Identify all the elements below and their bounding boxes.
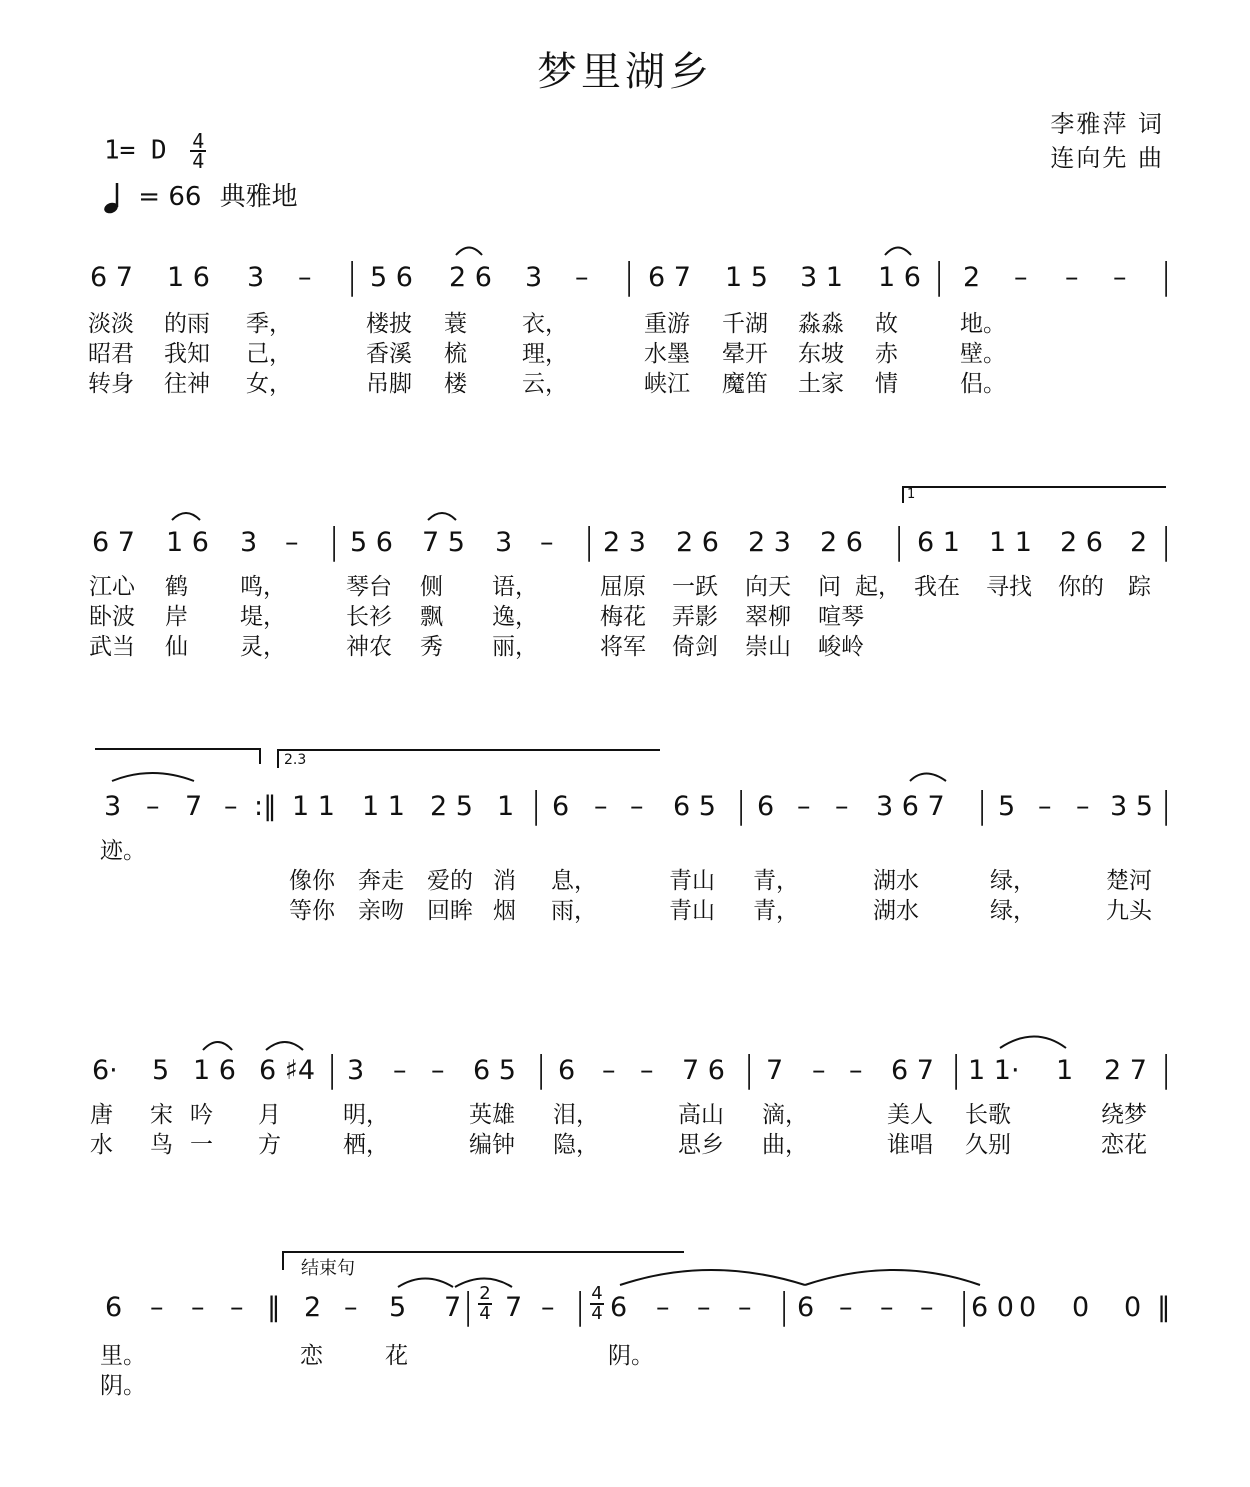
note-group: – xyxy=(656,1292,670,1323)
note-group: 3 1 xyxy=(800,262,843,293)
note-group: 6 7 xyxy=(90,262,133,293)
lyric-syllable: 像你 xyxy=(289,868,335,894)
note-group: – xyxy=(697,1292,711,1323)
slur xyxy=(112,773,194,781)
note-group: 7 6 xyxy=(682,1055,725,1086)
lyric-syllable: 峻岭 xyxy=(818,634,864,660)
note-group: 6 0 xyxy=(971,1292,1014,1323)
barline: | xyxy=(1160,256,1173,297)
lyric-syllable: 湖水 xyxy=(873,868,919,894)
lyric-syllable: 弄影 xyxy=(672,604,718,630)
lyric-syllable: 魔笛 xyxy=(722,371,768,397)
time-sig-bottom: 4 xyxy=(192,149,205,173)
lyric-syllable: 亲吻 xyxy=(358,898,404,924)
lyric-syllable: 故 xyxy=(875,311,898,337)
barline: | xyxy=(346,256,359,297)
note-group: – xyxy=(797,791,811,822)
lyric-syllable: 崇山 xyxy=(745,634,791,660)
lyric-syllable: 宋 xyxy=(150,1102,173,1128)
note-group: 2 6 xyxy=(820,527,863,558)
slur xyxy=(620,1270,805,1285)
lyric-syllable: 楚河 xyxy=(1106,868,1152,894)
note-group: 7 xyxy=(444,1292,462,1323)
barline: :‖ xyxy=(254,791,277,822)
barline: | xyxy=(326,1049,339,1090)
lyric-syllable: 英雄 xyxy=(469,1102,515,1128)
lyric-syllable: 仙 xyxy=(165,634,188,660)
note-group: 2 xyxy=(304,1292,322,1323)
lyric-syllable: 淼淼 xyxy=(798,311,844,337)
lyric-syllable: 月 xyxy=(258,1102,281,1128)
tempo-value: = 66 xyxy=(138,182,202,212)
note-group: 3 xyxy=(347,1055,365,1086)
lyric-syllable: 我知 xyxy=(164,341,210,367)
barline: | xyxy=(535,1049,548,1090)
slur xyxy=(203,1042,232,1050)
lyric-syllable: 飘 xyxy=(420,604,443,630)
note-group: 1 6 xyxy=(193,1055,236,1086)
note-group: – xyxy=(1014,262,1028,293)
lyric-syllable: 壁。 xyxy=(960,341,1006,367)
lyric-syllable: 绿， xyxy=(990,868,1036,894)
lyric-syllable: 楼 xyxy=(444,371,467,397)
note-group: 2 3 xyxy=(603,527,646,558)
lyric-syllable: 向天 xyxy=(745,574,791,600)
lyric-syllable: 烟 xyxy=(493,898,516,924)
lyric-syllable: 编钟 xyxy=(469,1132,515,1158)
lyric-syllable: 奔走 xyxy=(358,868,404,894)
lyric-syllable: 阴。 xyxy=(608,1343,654,1369)
lyric-syllable: 屈原 xyxy=(600,574,646,600)
lyric-syllable: 问 xyxy=(818,574,841,600)
note-group: – xyxy=(1038,791,1052,822)
lyric-syllable: 等你 xyxy=(289,898,335,924)
lyric-syllable: 吊脚 xyxy=(366,371,412,397)
lyric-syllable: 季， xyxy=(246,311,292,337)
lyric-syllable: 江心 xyxy=(89,574,135,600)
lyric-syllable: 阴。 xyxy=(100,1373,146,1399)
volta-1-label: 1 xyxy=(907,487,916,502)
lyric-syllable: 泪， xyxy=(553,1102,599,1128)
barline: | xyxy=(462,1286,475,1327)
volta-1-bracket xyxy=(903,487,1166,503)
note-group: 0 xyxy=(1019,1292,1037,1323)
lyric-syllable: 岸 xyxy=(165,604,188,630)
lyric-syllable: 水墨 xyxy=(644,341,690,367)
lyric-syllable: 水 xyxy=(90,1132,113,1158)
note-group: – xyxy=(541,1292,555,1323)
note-group: – xyxy=(630,791,644,822)
lyric-syllable: 侧 xyxy=(420,574,443,600)
note-group: 5 xyxy=(998,791,1016,822)
note-group: 6 1 xyxy=(917,527,960,558)
lyric-syllable: 栖， xyxy=(343,1132,389,1158)
note-group: – xyxy=(431,1055,445,1086)
lyric-syllable: 情 xyxy=(875,371,898,397)
lyric-syllable: 迹。 xyxy=(100,838,146,864)
note-group: – xyxy=(575,262,589,293)
note-group: 3 xyxy=(525,262,543,293)
slur xyxy=(456,248,482,256)
note-group: 5 xyxy=(152,1055,170,1086)
lyric-syllable: 隐， xyxy=(553,1132,599,1158)
note-group: 1 xyxy=(1056,1055,1074,1086)
note-group: – xyxy=(1065,262,1079,293)
barline: | xyxy=(1160,1049,1173,1090)
note-group: 3 xyxy=(495,527,513,558)
lyric-syllable: 语， xyxy=(492,574,538,600)
lyric-syllable: 息， xyxy=(551,868,597,894)
slur xyxy=(1000,1037,1066,1049)
note-group: – xyxy=(1076,791,1090,822)
lyric-syllable: 消 xyxy=(493,868,516,894)
lyric-syllable: 云， xyxy=(522,371,568,397)
note-group: 2 6 xyxy=(449,262,492,293)
barline: | xyxy=(623,256,636,297)
lyric-syllable: 蓑 xyxy=(444,311,467,337)
lyric-syllable: 美人 xyxy=(887,1102,933,1128)
lyric-syllable: 青山 xyxy=(669,868,715,894)
lyric-syllable: 女， xyxy=(246,371,292,397)
barline: | xyxy=(735,785,748,826)
lyric-syllable: 回眸 xyxy=(427,898,473,924)
note-group: 3 xyxy=(247,262,265,293)
note-group: – xyxy=(812,1055,826,1086)
ts44-bottom: 4 xyxy=(591,1303,603,1324)
lyric-syllable: 起， xyxy=(855,574,901,600)
lyric-syllable: 方 xyxy=(258,1132,281,1158)
key-label: 1= D xyxy=(104,135,167,166)
note-group: – xyxy=(920,1292,934,1323)
slur xyxy=(398,1279,453,1288)
slur xyxy=(172,513,200,520)
lyric-syllable: 土家 xyxy=(798,371,844,397)
lyric-syllable: 明， xyxy=(343,1102,389,1128)
note-group: 1 xyxy=(497,791,515,822)
lyric-syllable: 侣。 xyxy=(960,371,1006,397)
lyric-syllable: 晕开 xyxy=(722,341,768,367)
note-group: – xyxy=(285,527,299,558)
lyricist-credit: 李雅萍 词 xyxy=(1050,110,1164,138)
ts24-bottom: 4 xyxy=(479,1303,491,1324)
lyric-syllable: 鸣， xyxy=(240,574,286,600)
lyric-syllable: 卧波 xyxy=(89,604,135,630)
note-group: 2 3 xyxy=(748,527,791,558)
composer-credit: 连向先 曲 xyxy=(1050,144,1164,172)
note-group: 5 6 xyxy=(350,527,393,558)
lyric-syllable: 赤 xyxy=(875,341,898,367)
note-group: 1 6 xyxy=(166,527,209,558)
barline: | xyxy=(958,1286,971,1327)
note-group: 2 5 xyxy=(430,791,473,822)
lyric-syllable: 雨， xyxy=(551,898,597,924)
barline: | xyxy=(583,521,596,562)
note-group: 3 6 7 xyxy=(876,791,945,822)
lyric-syllable: 青， xyxy=(753,898,799,924)
note-group: – xyxy=(146,791,160,822)
lyric-syllable: 鹤 xyxy=(165,574,188,600)
slur xyxy=(885,248,911,256)
note-group: 5 6 xyxy=(370,262,413,293)
note-group: 3 xyxy=(104,791,122,822)
note-group: – xyxy=(839,1292,853,1323)
note-group: – xyxy=(594,791,608,822)
lyric-syllable: 昭君 xyxy=(88,341,134,367)
barline: | xyxy=(933,256,946,297)
lyric-syllable: 思乡 xyxy=(678,1132,724,1158)
note-group: 3 5 xyxy=(1110,791,1153,822)
time-sig-top: 4 xyxy=(192,129,205,153)
note-group: – xyxy=(640,1055,654,1086)
lyric-syllable: 己， xyxy=(246,341,292,367)
lyric-syllable: 东坡 xyxy=(798,341,844,367)
note-group: 6 xyxy=(552,791,570,822)
ending-label: 结束句 xyxy=(301,1258,355,1279)
note-group: 3 xyxy=(240,527,258,558)
note-group: – xyxy=(150,1292,164,1323)
note-group: 0 xyxy=(1124,1292,1142,1323)
note-group: 1 1 xyxy=(362,791,405,822)
lyric-syllable: 里。 xyxy=(100,1343,146,1369)
lyric-syllable: 理， xyxy=(522,341,568,367)
note-group: 7 5 xyxy=(422,527,465,558)
lyric-syllable: 恋花 xyxy=(1101,1132,1147,1158)
note-group: 7 xyxy=(505,1292,523,1323)
note-group: – xyxy=(224,791,238,822)
lyric-syllable: 吟 xyxy=(190,1102,213,1128)
lyric-syllable: 神农 xyxy=(346,634,392,660)
note-group: 6 5 xyxy=(473,1055,516,1086)
lyric-syllable: 长衫 xyxy=(346,604,392,630)
lyric-syllable: 往神 xyxy=(164,371,210,397)
slur xyxy=(428,513,456,520)
lyric-syllable: 青， xyxy=(753,868,799,894)
note-group: 2 6 xyxy=(676,527,719,558)
slur xyxy=(455,1279,512,1288)
barline: | xyxy=(328,521,341,562)
note-group: – xyxy=(1113,262,1127,293)
lyric-syllable: 长歌 xyxy=(965,1102,1011,1128)
lyric-syllable: 梳 xyxy=(444,341,467,367)
note-group: 6 xyxy=(610,1292,628,1323)
note-group: 2 6 xyxy=(1060,527,1103,558)
note-group: – xyxy=(230,1292,244,1323)
barline: | xyxy=(976,785,989,826)
lyric-syllable: 梅花 xyxy=(600,604,646,630)
lyric-syllable: 翠柳 xyxy=(745,604,791,630)
volta-2-3-label: 2.3 xyxy=(284,752,307,768)
lyric-syllable: 你的 xyxy=(1058,574,1104,600)
lyric-syllable: 香溪 xyxy=(366,341,412,367)
lyric-syllable: 倚剑 xyxy=(672,634,718,660)
lyric-syllable: 的雨 xyxy=(164,311,210,337)
slur xyxy=(910,774,946,782)
note-group: 2 7 xyxy=(1104,1055,1147,1086)
barline: | xyxy=(950,1049,963,1090)
lyric-syllable: 一 xyxy=(190,1132,213,1158)
lyric-syllable: 曲， xyxy=(762,1132,808,1158)
slur xyxy=(805,1270,980,1285)
note-group: – xyxy=(540,527,554,558)
lyric-syllable: 丽， xyxy=(492,634,538,660)
tempo-expression: 典雅地 xyxy=(219,182,298,212)
lyric-syllable: 秀 xyxy=(420,634,443,660)
lyric-syllable: 鸟 xyxy=(150,1132,173,1158)
ending-bracket xyxy=(283,1252,684,1270)
note-group: 7 xyxy=(185,791,203,822)
barline: | xyxy=(1160,785,1173,826)
note-group: – xyxy=(344,1292,358,1323)
lyric-syllable: 我在 xyxy=(914,574,960,600)
note-group: 6 7 xyxy=(648,262,691,293)
lyric-syllable: 恋 xyxy=(300,1343,323,1369)
lyric-syllable: 一跃 xyxy=(672,574,718,600)
lyric-syllable: 灵， xyxy=(240,634,286,660)
lyric-syllable: 衣， xyxy=(522,311,568,337)
lyric-syllable: 九头 xyxy=(1106,898,1152,924)
lyric-syllable: 琴台 xyxy=(346,574,392,600)
note-group: 6 ♯4 xyxy=(259,1055,316,1086)
lyric-syllable: 楼披 xyxy=(366,311,412,337)
lyric-syllable: 绕梦 xyxy=(1101,1102,1147,1128)
note-group: – xyxy=(393,1055,407,1086)
note-group: 6 xyxy=(757,791,775,822)
barline: | xyxy=(574,1286,587,1327)
note-group: – xyxy=(298,262,312,293)
lyric-syllable: 峡江 xyxy=(644,371,690,397)
note-group: – xyxy=(602,1055,616,1086)
lyric-syllable: 千湖 xyxy=(722,311,768,337)
note-group: 5 xyxy=(389,1292,407,1323)
lyric-syllable: 武当 xyxy=(89,634,135,660)
lyric-syllable: 地。 xyxy=(960,311,1006,337)
note-group: 0 xyxy=(1072,1292,1090,1323)
lyric-syllable: 谁唱 xyxy=(887,1132,933,1158)
note-group: 1 5 xyxy=(725,262,768,293)
volta-2-3-bracket xyxy=(278,750,660,768)
lyric-syllable: 堤， xyxy=(240,604,286,630)
lyric-syllable: 淡淡 xyxy=(88,311,134,337)
slur xyxy=(266,1042,303,1050)
note-group: 6 7 xyxy=(92,527,135,558)
lyric-syllable: 将军 xyxy=(600,634,646,660)
volta-1-continuation xyxy=(95,749,260,764)
note-group: 6 5 xyxy=(673,791,716,822)
note-group: 2 xyxy=(963,262,981,293)
barline: ‖ xyxy=(267,1292,281,1323)
lyric-syllable: 喧琴 xyxy=(818,604,864,630)
lyric-syllable: 踪 xyxy=(1128,574,1151,600)
ts44-top: 4 xyxy=(591,1283,603,1304)
lyric-syllable: 湖水 xyxy=(873,898,919,924)
ts24-top: 2 xyxy=(479,1283,491,1304)
lyric-syllable: 寻找 xyxy=(986,574,1032,600)
lyric-syllable: 滴， xyxy=(762,1102,808,1128)
note-group: – xyxy=(880,1292,894,1323)
note-group: – xyxy=(191,1292,205,1323)
barline: | xyxy=(1160,521,1173,562)
note-group: 1 6 xyxy=(167,262,210,293)
lyric-syllable: 绿， xyxy=(990,898,1036,924)
note-group: 6 xyxy=(105,1292,123,1323)
note-group: 1 6 xyxy=(878,262,921,293)
note-group: 6· xyxy=(92,1055,118,1086)
note-group: – xyxy=(738,1292,752,1323)
song-title: 梦里湖乡 xyxy=(537,49,713,95)
lyric-syllable: 久别 xyxy=(965,1132,1011,1158)
note-group: 6 xyxy=(558,1055,576,1086)
lyric-syllable: 青山 xyxy=(669,898,715,924)
lyric-syllable: 花 xyxy=(385,1343,408,1369)
note-group: 1 1 xyxy=(292,791,335,822)
barline: ‖ xyxy=(1157,1292,1171,1323)
lyric-syllable: 逸， xyxy=(492,604,538,630)
note-group: 7 xyxy=(766,1055,784,1086)
lyric-syllable: 重游 xyxy=(644,311,690,337)
barline: | xyxy=(893,521,906,562)
note-group: 2 xyxy=(1130,527,1148,558)
barline: | xyxy=(530,785,543,826)
note-group: 6 7 xyxy=(891,1055,934,1086)
note-group: – xyxy=(849,1055,863,1086)
barline: | xyxy=(743,1049,756,1090)
lyric-syllable: 爱的 xyxy=(427,868,473,894)
lyric-syllable: 高山 xyxy=(678,1102,724,1128)
note-group: 1 1· xyxy=(968,1055,1020,1086)
note-group: 6 xyxy=(797,1292,815,1323)
note-group: 1 1 xyxy=(989,527,1032,558)
barline: | xyxy=(778,1286,791,1327)
lyric-syllable: 转身 xyxy=(88,371,134,397)
note-group: – xyxy=(835,791,849,822)
lyric-syllable: 唐 xyxy=(90,1102,113,1128)
